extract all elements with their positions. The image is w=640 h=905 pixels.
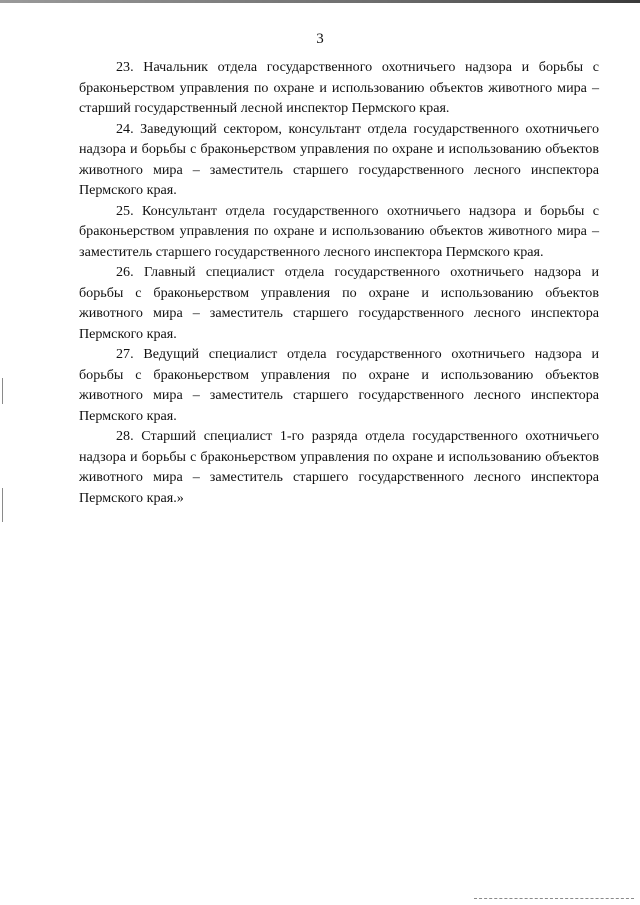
paragraph-text: Главный специалист отдела государственного охотничьего надзора и борьбы с браконьерством управления по охране и использованию объектов животного мира – заместитель старшего государственного лесного инспектора Пермского края. (79, 264, 599, 342)
paragraph-text: Начальник отдела государственного охотничьего надзора и борьбы с браконьерством управления по охране и использованию объектов животного мира – старший государственный лесной инспектор Пермского края. (79, 59, 600, 116)
paragraph-text: Консультант отдела государственного охотничьего надзора и борьбы с браконьерством управления по охране и использованию объектов животного мира – заместитель старшего государственного лесного инспектора Пермского края. (79, 202, 599, 260)
paragraph-number: 25. (116, 202, 134, 219)
paragraph-number: 27. (116, 346, 134, 362)
scan-margin-mark (2, 378, 3, 404)
document-body (79, 57, 599, 508)
page-number: 3 (316, 31, 324, 47)
paragraph-number: 28. (116, 428, 134, 444)
scan-bottom-mark (474, 898, 634, 900)
paragraph-28 (79, 426, 599, 508)
paragraph-25 (79, 201, 599, 263)
paragraph-number: 26. (116, 264, 134, 280)
paragraph-text: Старший специалист 1-го разряда отдела государственного охотничьего надзора и борьбы с браконьерством управления по охране и использованию объектов животного мира – заместитель старшего государственного лесного инспектора Пермского края.» (79, 428, 599, 506)
paragraph-text: Заведующий сектором, консультант отдела государственного охотничьего надзора и борьбы с браконьерством управления по охране и использованию объектов животного мира – заместитель старшего государственного лесного инспектора Пермского края. (79, 120, 599, 198)
paragraph-number: 23. (116, 59, 134, 75)
paragraph-text: Ведущий специалист отдела государственного охотничьего надзора и борьбы с браконьерством управления по охране и использованию объектов животного мира – заместитель старшего государственного лесного инспектора Пермского края. (79, 346, 599, 424)
paragraph-24 (79, 119, 599, 201)
paragraph-23 (79, 57, 599, 119)
paragraph-27 (79, 344, 599, 426)
scan-margin-mark (2, 488, 3, 522)
paragraph-number: 24. (116, 120, 134, 137)
paragraph-26 (79, 262, 599, 344)
scan-top-edge (0, 0, 640, 3)
